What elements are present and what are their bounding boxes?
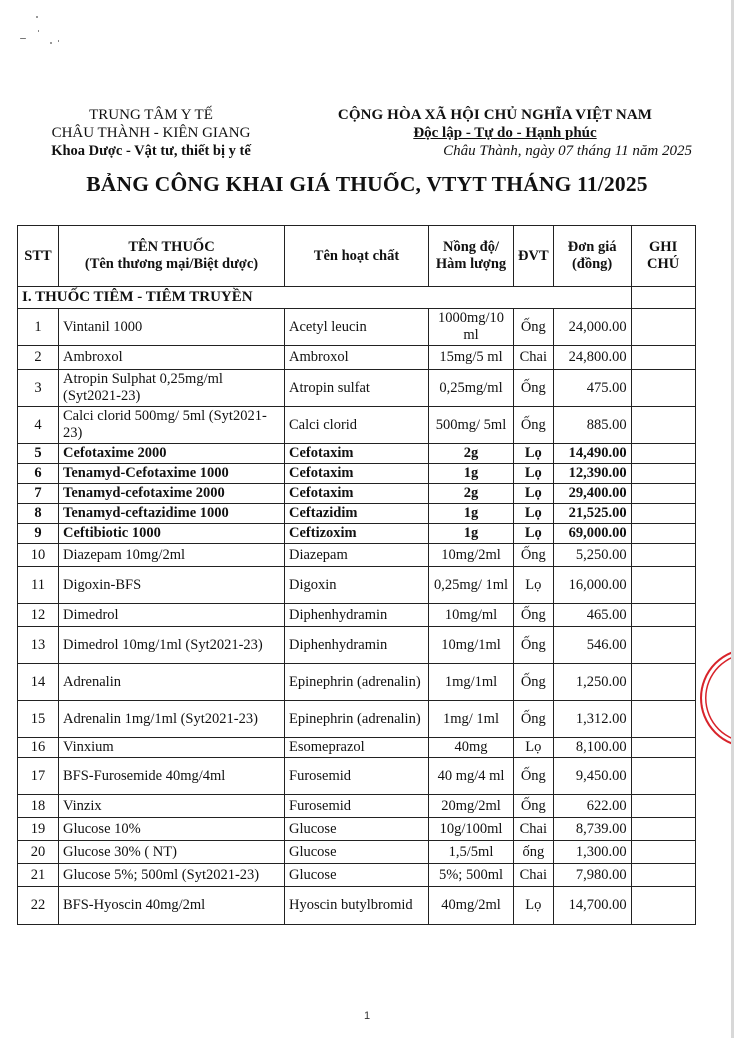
- table-row: [18, 444, 696, 464]
- concentration-cell: 2g: [429, 444, 514, 464]
- unit-cell: Chai: [514, 818, 554, 841]
- price-cell: 7,980.00: [553, 864, 631, 887]
- price-cell: 24,000.00: [553, 309, 631, 346]
- col-header-stt: STT: [18, 226, 59, 287]
- unit-cell: Ống: [514, 795, 554, 818]
- concentration-cell: 10g/100ml: [429, 818, 514, 841]
- stt-cell: 3: [18, 370, 59, 407]
- stt-cell: 10: [18, 544, 59, 567]
- active-ingredient-cell: Esomeprazol: [285, 738, 429, 758]
- unit-cell: Lọ: [514, 484, 554, 504]
- concentration-cell: 40mg: [429, 738, 514, 758]
- active-ingredient-cell: Epinephrin (adrenalin): [285, 701, 429, 738]
- drug-name-header-line2: (Tên thương mại/Biệt dược): [84, 256, 259, 272]
- price-cell: 14,700.00: [553, 887, 631, 925]
- concentration-cell: 1g: [429, 524, 514, 544]
- unit-cell: Lọ: [514, 738, 554, 758]
- concentration-cell: 15mg/5 ml: [429, 346, 514, 370]
- table-row: [18, 841, 696, 864]
- page-number: 1: [363, 1010, 371, 1022]
- drug-name-header-line1: TÊN THUỐC: [128, 239, 215, 255]
- section-note-cell: [631, 287, 695, 309]
- note-cell: [631, 444, 695, 464]
- concentration-cell: 20mg/2ml: [429, 795, 514, 818]
- table-row: [18, 464, 696, 484]
- price-cell: 1,300.00: [553, 841, 631, 864]
- concentration-cell: 1000mg/10 ml: [429, 309, 514, 346]
- unit-cell: Chai: [514, 864, 554, 887]
- unit-cell: Chai: [514, 346, 554, 370]
- price-cell: 465.00: [553, 604, 631, 627]
- concentration-cell: 1mg/ 1ml: [429, 701, 514, 738]
- concentration-cell: 500mg/ 5ml: [429, 407, 514, 444]
- price-header-line1: Đơn giá: [567, 239, 617, 255]
- document-title: BẢNG CÔNG KHAI GIÁ THUỐC, VTYT THÁNG 11/2025: [86, 172, 648, 196]
- unit-cell: Lọ: [514, 567, 554, 604]
- stt-cell: 15: [18, 701, 59, 738]
- unit-cell: Lọ: [514, 524, 554, 544]
- org-line-2: CHÂU THÀNH - KIÊN GIANG: [51, 125, 251, 141]
- active-ingredient-cell: Calci clorid: [285, 407, 429, 444]
- stt-cell: 21: [18, 864, 59, 887]
- note-cell: [631, 841, 695, 864]
- stt-cell: 13: [18, 627, 59, 664]
- note-cell: [631, 887, 695, 925]
- table-header-row: [18, 226, 696, 287]
- org-department: Khoa Dược - Vật tư, thiết bị y tế: [51, 143, 251, 159]
- table-row: [18, 524, 696, 544]
- drug-name-cell: BFS-Furosemide 40mg/4ml: [59, 758, 285, 795]
- stt-cell: 7: [18, 484, 59, 504]
- concentration-cell: 10mg/1ml: [429, 627, 514, 664]
- scan-specks: [14, 12, 64, 52]
- col-header-active-ingredient: Tên hoạt chất: [285, 226, 429, 287]
- note-cell: [631, 370, 695, 407]
- conc-header-line1: Nồng độ/: [442, 239, 499, 255]
- table-row: [18, 887, 696, 925]
- price-cell: 885.00: [553, 407, 631, 444]
- drug-name-cell: Ceftibiotic 1000: [59, 524, 285, 544]
- price-cell: 475.00: [553, 370, 631, 407]
- price-cell: 69,000.00: [553, 524, 631, 544]
- concentration-cell: 1mg/1ml: [429, 664, 514, 701]
- unit-cell: Lọ: [514, 504, 554, 524]
- drug-name-cell: Atropin Sulphat 0,25mg/ml (Syt2021-23): [59, 370, 285, 407]
- unit-cell: Ống: [514, 407, 554, 444]
- note-cell: [631, 818, 695, 841]
- active-ingredient-cell: Acetyl leucin: [285, 309, 429, 346]
- table-row: [18, 818, 696, 841]
- active-ingredient-cell: Ceftizoxim: [285, 524, 429, 544]
- drug-name-cell: Glucose 5%; 500ml (Syt2021-23): [59, 864, 285, 887]
- active-ingredient-cell: Diphenhydramin: [285, 627, 429, 664]
- concentration-cell: 1g: [429, 464, 514, 484]
- price-header-line2: (đồng): [571, 256, 613, 272]
- active-ingredient-cell: Epinephrin (adrenalin): [285, 664, 429, 701]
- note-cell: [631, 795, 695, 818]
- concentration-cell: 2g: [429, 484, 514, 504]
- price-cell: 8,739.00: [553, 818, 631, 841]
- stt-cell: 14: [18, 664, 59, 701]
- table-row: [18, 370, 696, 407]
- drug-name-cell: Vintanil 1000: [59, 309, 285, 346]
- stt-cell: 6: [18, 464, 59, 484]
- drug-name-cell: Tenamyd-ceftazidime 1000: [59, 504, 285, 524]
- table-row: [18, 864, 696, 887]
- unit-cell: ống: [514, 841, 554, 864]
- drug-name-cell: Tenamyd-Cefotaxime 1000: [59, 464, 285, 484]
- note-cell: [631, 309, 695, 346]
- drug-name-cell: Tenamyd-cefotaxime 2000: [59, 484, 285, 504]
- note-cell: [631, 567, 695, 604]
- unit-cell: Ống: [514, 309, 554, 346]
- table-row: [18, 346, 696, 370]
- active-ingredient-cell: Glucose: [285, 841, 429, 864]
- drug-name-cell: Dimedrol: [59, 604, 285, 627]
- table-row: [18, 604, 696, 627]
- drug-name-cell: Adrenalin 1mg/1ml (Syt2021-23): [59, 701, 285, 738]
- active-ingredient-cell: Atropin sulfat: [285, 370, 429, 407]
- unit-cell: Ống: [514, 664, 554, 701]
- note-cell: [631, 627, 695, 664]
- unit-cell: Ống: [514, 544, 554, 567]
- concentration-cell: 1,5/5ml: [429, 841, 514, 864]
- active-ingredient-cell: Glucose: [285, 864, 429, 887]
- drug-name-cell: Calci clorid 500mg/ 5ml (Syt2021-23): [59, 407, 285, 444]
- note-cell: [631, 484, 695, 504]
- drug-name-cell: Glucose 10%: [59, 818, 285, 841]
- active-ingredient-cell: Diazepam: [285, 544, 429, 567]
- active-ingredient-cell: Ambroxol: [285, 346, 429, 370]
- unit-cell: Ống: [514, 604, 554, 627]
- stt-cell: 1: [18, 309, 59, 346]
- concentration-cell: 5%; 500ml: [429, 864, 514, 887]
- concentration-cell: 0,25mg/ml: [429, 370, 514, 407]
- note-cell: [631, 407, 695, 444]
- active-ingredient-cell: Glucose: [285, 818, 429, 841]
- concentration-cell: 10mg/2ml: [429, 544, 514, 567]
- drug-name-cell: Digoxin-BFS: [59, 567, 285, 604]
- stt-cell: 17: [18, 758, 59, 795]
- drug-name-cell: Dimedrol 10mg/1ml (Syt2021-23): [59, 627, 285, 664]
- table-row: [18, 738, 696, 758]
- drug-name-cell: Ambroxol: [59, 346, 285, 370]
- table-row: [18, 627, 696, 664]
- drug-name-cell: Glucose 30% ( NT): [59, 841, 285, 864]
- note-cell: [631, 524, 695, 544]
- drug-name-cell: Diazepam 10mg/2ml: [59, 544, 285, 567]
- price-cell: 24,800.00: [553, 346, 631, 370]
- national-header: [300, 106, 690, 160]
- table-row: [18, 664, 696, 701]
- concentration-cell: 0,25mg/ 1ml: [429, 567, 514, 604]
- table-row: [18, 504, 696, 524]
- national-motto: Độc lập - Tự do - Hạnh phúc: [413, 125, 597, 141]
- drug-name-cell: Cefotaxime 2000: [59, 444, 285, 464]
- price-table: [17, 225, 696, 925]
- red-seal-stamp: [700, 648, 734, 748]
- table-row: [18, 567, 696, 604]
- stt-cell: 5: [18, 444, 59, 464]
- note-cell: [631, 758, 695, 795]
- table-row: [18, 701, 696, 738]
- table-row: [18, 544, 696, 567]
- table-row: [18, 484, 696, 504]
- concentration-cell: 40 mg/4 ml: [429, 758, 514, 795]
- col-header-drug-name: [59, 226, 285, 287]
- col-header-concentration: [429, 226, 514, 287]
- unit-cell: Lọ: [514, 887, 554, 925]
- price-cell: 5,250.00: [553, 544, 631, 567]
- price-cell: 16,000.00: [553, 567, 631, 604]
- unit-cell: Ống: [514, 701, 554, 738]
- price-cell: 29,400.00: [553, 484, 631, 504]
- concentration-cell: 40mg/2ml: [429, 887, 514, 925]
- document-date: Châu Thành, ngày 07 tháng 11 năm 2025: [443, 143, 692, 159]
- col-header-unit: ĐVT: [514, 226, 554, 287]
- org-line-1: TRUNG TÂM Y TẾ: [89, 107, 213, 123]
- price-cell: 1,250.00: [553, 664, 631, 701]
- note-cell: [631, 464, 695, 484]
- col-header-price: [553, 226, 631, 287]
- section-row: [18, 287, 696, 309]
- stt-cell: 18: [18, 795, 59, 818]
- price-cell: 546.00: [553, 627, 631, 664]
- note-cell: [631, 738, 695, 758]
- note-cell: [631, 701, 695, 738]
- drug-name-cell: Vinzix: [59, 795, 285, 818]
- note-cell: [631, 664, 695, 701]
- col-header-note: GHI CHÚ: [631, 226, 695, 287]
- active-ingredient-cell: Cefotaxim: [285, 484, 429, 504]
- stt-cell: 2: [18, 346, 59, 370]
- note-cell: [631, 604, 695, 627]
- active-ingredient-cell: Hyoscin butylbromid: [285, 887, 429, 925]
- table-row: [18, 795, 696, 818]
- active-ingredient-cell: Diphenhydramin: [285, 604, 429, 627]
- concentration-cell: 1g: [429, 504, 514, 524]
- table-row: [18, 758, 696, 795]
- note-cell: [631, 864, 695, 887]
- drug-name-cell: Adrenalin: [59, 664, 285, 701]
- active-ingredient-cell: Furosemid: [285, 795, 429, 818]
- active-ingredient-cell: Cefotaxim: [285, 464, 429, 484]
- stt-cell: 22: [18, 887, 59, 925]
- price-cell: 21,525.00: [553, 504, 631, 524]
- price-cell: 622.00: [553, 795, 631, 818]
- note-cell: [631, 504, 695, 524]
- price-cell: 8,100.00: [553, 738, 631, 758]
- conc-header-line2: Hàm lượng: [435, 256, 507, 272]
- table-row: [18, 309, 696, 346]
- stt-cell: 12: [18, 604, 59, 627]
- stt-cell: 11: [18, 567, 59, 604]
- price-cell: 9,450.00: [553, 758, 631, 795]
- nation-name: CỘNG HÒA XÃ HỘI CHỦ NGHĨA VIỆT NAM: [337, 107, 653, 123]
- active-ingredient-cell: Cefotaxim: [285, 444, 429, 464]
- stt-cell: 16: [18, 738, 59, 758]
- note-cell: [631, 544, 695, 567]
- price-cell: 14,490.00: [553, 444, 631, 464]
- note-cell: [631, 346, 695, 370]
- active-ingredient-cell: Digoxin: [285, 567, 429, 604]
- stt-cell: 9: [18, 524, 59, 544]
- concentration-cell: 10mg/ml: [429, 604, 514, 627]
- stt-cell: 4: [18, 407, 59, 444]
- drug-name-cell: BFS-Hyoscin 40mg/2ml: [59, 887, 285, 925]
- unit-cell: Ống: [514, 627, 554, 664]
- active-ingredient-cell: Ceftazidim: [285, 504, 429, 524]
- drug-name-cell: Vinxium: [59, 738, 285, 758]
- stt-cell: 8: [18, 504, 59, 524]
- section-title: I. THUỐC TIÊM - TIÊM TRUYỀN: [18, 287, 632, 309]
- unit-cell: Ống: [514, 370, 554, 407]
- unit-cell: Lọ: [514, 444, 554, 464]
- table-row: [18, 407, 696, 444]
- organization-header: [20, 106, 282, 160]
- active-ingredient-cell: Furosemid: [285, 758, 429, 795]
- stt-cell: 20: [18, 841, 59, 864]
- unit-cell: Ống: [514, 758, 554, 795]
- unit-cell: Lọ: [514, 464, 554, 484]
- stt-cell: 19: [18, 818, 59, 841]
- price-cell: 1,312.00: [553, 701, 631, 738]
- price-cell: 12,390.00: [553, 464, 631, 484]
